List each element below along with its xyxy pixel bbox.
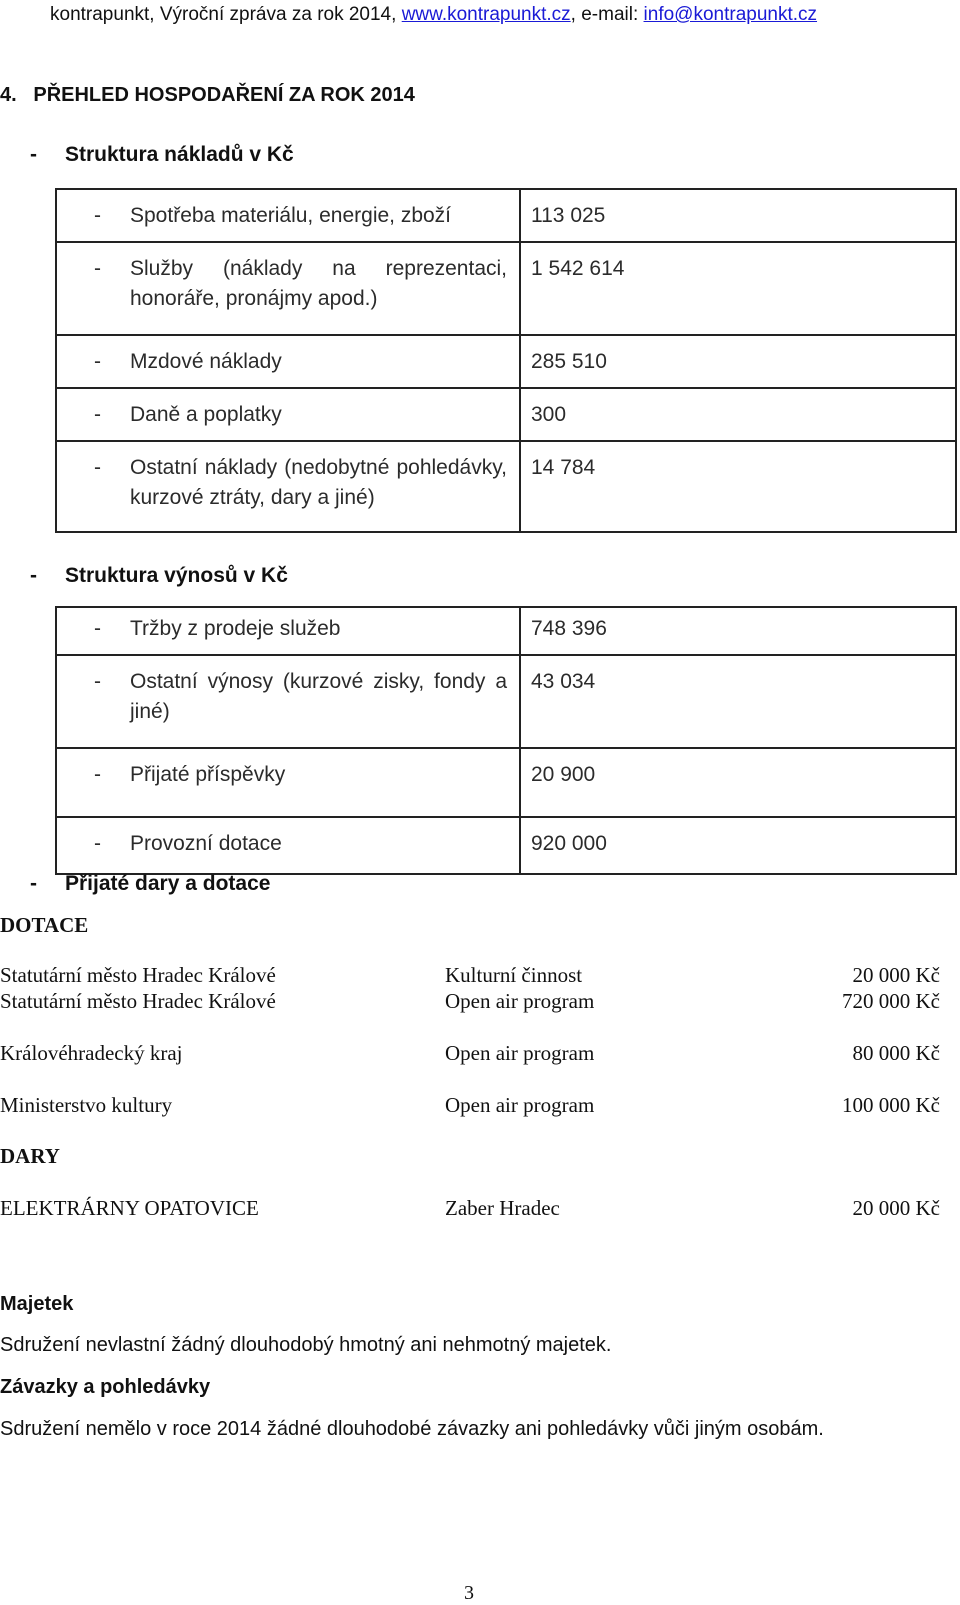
table-row: - Tržby z prodeje služeb 748 396 <box>56 607 956 655</box>
subsidy-row <box>0 989 940 1015</box>
email-link[interactable]: info@kontrapunkt.cz <box>643 4 818 25</box>
property-heading: Majetek <box>0 1293 74 1315</box>
subsidy-row <box>0 1093 940 1119</box>
revenue-value: 43 034 <box>531 670 596 693</box>
table-row: - Daně a poplatky 300 <box>56 388 956 441</box>
cost-label: Služby (náklady na reprezentaci, honoráře, pronájmy apod.) <box>130 257 507 310</box>
donor: Královéhradecký kraj <box>0 1041 183 1065</box>
revenue-value: 20 900 <box>531 763 596 786</box>
table-row: - Mzdové náklady 285 510 <box>56 335 956 388</box>
purpose: Zaber Hradec <box>445 1196 560 1220</box>
revenue-value: 748 396 <box>531 617 607 640</box>
purpose: Kulturní činnost <box>445 963 583 987</box>
purpose: Open air program <box>445 989 595 1013</box>
amount: 20 000 Kč <box>852 1196 940 1220</box>
costs-table <box>55 188 957 533</box>
cost-label: Mzdové náklady <box>130 350 282 373</box>
donation-row <box>0 1196 940 1222</box>
revenues-subheading: - Struktura výnosů v Kč <box>30 564 288 587</box>
page-header <box>50 4 817 26</box>
cost-label: Ostatní náklady (nedobytné pohledávky, kurzové ztráty, dary a jiné) <box>130 456 507 509</box>
table-row: - Ostatní náklady (nedobytné pohledávky, kurzové ztráty, dary a jiné) 14 784 <box>56 441 956 532</box>
table-row: - Ostatní výnosy (kurzové zisky, fondy a jiné) 43 034 <box>56 655 956 748</box>
property-text: Sdružení nevlastní žádný dlouhodobý hmotný ani nehmotný majetek. <box>0 1334 612 1356</box>
donations-heading: DARY <box>0 1144 60 1168</box>
amount: 80 000 Kč <box>852 1041 940 1065</box>
table-row: - Spotřeba materiálu, energie, zboží 113 025 <box>56 189 956 242</box>
table-row: - Přijaté příspěvky 20 900 <box>56 748 956 817</box>
cost-value: 113 025 <box>531 204 606 227</box>
cost-value: 14 784 <box>531 456 596 479</box>
gifts-subheading: - Přijaté dary a dotace <box>30 872 271 895</box>
costs-title: Struktura nákladů v Kč <box>65 143 294 166</box>
revenues-table <box>55 606 957 875</box>
costs-subheading: - Struktura nákladů v Kč <box>30 143 294 166</box>
page-number: 3 <box>464 1582 474 1604</box>
cost-value: 1 542 614 <box>531 257 625 280</box>
liabilities-heading: Závazky a pohledávky <box>0 1376 211 1398</box>
amount: 20 000 Kč <box>852 963 940 987</box>
gifts-title: Přijaté dary a dotace <box>65 872 271 895</box>
cost-value: 285 510 <box>531 350 607 373</box>
website-link[interactable]: www.kontrapunkt.cz <box>401 4 571 25</box>
cost-value: 300 <box>531 403 567 426</box>
section-title: 4. PŘEHLED HOSPODAŘENÍ ZA ROK 2014 <box>0 84 415 106</box>
cost-label: Spotřeba materiálu, energie, zboží <box>130 204 452 227</box>
revenues-title: Struktura výnosů v Kč <box>65 564 288 587</box>
liabilities-text: Sdružení nemělo v roce 2014 žádné dlouhodobé závazky ani pohledávky vůči jiným osobám. <box>0 1418 824 1440</box>
purpose: Open air program <box>445 1041 595 1065</box>
amount: 100 000 Kč <box>842 1093 940 1117</box>
amount: 720 000 Kč <box>842 989 940 1013</box>
revenue-label: Přijaté příspěvky <box>130 763 286 786</box>
revenue-label: Tržby z prodeje služeb <box>130 617 341 640</box>
revenue-label: Provozní dotace <box>130 832 282 855</box>
revenue-value: 920 000 <box>531 832 607 855</box>
subsidies-heading: DOTACE <box>0 913 89 937</box>
cost-label: Daně a poplatky <box>130 403 282 426</box>
table-row: - Služby (náklady na reprezentaci, honoráře, pronájmy apod.) 1 542 614 <box>56 242 956 335</box>
subsidy-row <box>0 1041 940 1067</box>
donor: Statutární město Hradec Králové <box>0 989 276 1013</box>
subsidy-row <box>0 963 940 989</box>
donor: Statutární město Hradec Králové <box>0 963 276 987</box>
purpose: Open air program <box>445 1093 595 1117</box>
table-row: - Provozní dotace 920 000 <box>56 817 956 874</box>
donor: ELEKTRÁRNY OPATOVICE <box>0 1196 259 1220</box>
donor: Ministerstvo kultury <box>0 1093 173 1117</box>
email-label: , e-mail: <box>570 4 639 25</box>
revenue-label: Ostatní výnosy (kurzové zisky, fondy a jiné) <box>130 670 507 723</box>
header-prefix: kontrapunkt, Výroční zpráva za rok 2014, <box>50 4 397 25</box>
